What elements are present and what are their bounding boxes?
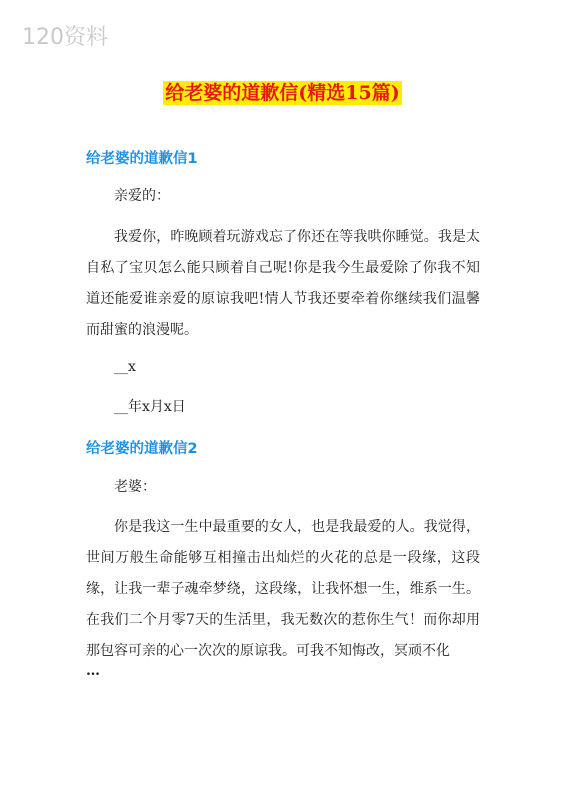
letter-2-heading: 给老婆的道歉信2 [86, 441, 198, 457]
document-title [0, 78, 565, 105]
letter-1-date: __年x月x日 [114, 399, 186, 415]
letter-2-body: 你是我这一生中最重要的女人，也是我最爱的人。我觉得，世间万般生命能够互相撞击出灿烂的火花的总是一段缘，这段缘，让我一辈子魂牵梦绕，这段缘，让我怀想一生，维系一生。在我们二个月零7天的生活里，我无数次的惹你生气！而你却用那包容可亲的心一次次的原谅我。可我不知悔改，冥顽不化 [86, 519, 480, 659]
letter-1-body: 我爱你，昨晚顾着玩游戏忘了你还在等我哄你睡觉。我是太自私了宝贝怎么能只顾着自己呢!你是我今生最爱除了你我不知道还能爱谁亲爱的原谅我吧!情人节我还要牵着你继续我们温馨而甜蜜的浪漫呢。 [86, 229, 480, 338]
letter-1-heading: 给老婆的道歉信1 [86, 151, 198, 167]
document-title-text: 给老婆的道歉信(精选15篇) [165, 82, 400, 104]
letter-2-ellipsis: … [86, 663, 100, 679]
letter-1-salutation: 亲爱的： [114, 188, 170, 204]
letter-1-signature: __x [114, 359, 136, 375]
letter-2-salutation: 老婆： [114, 479, 156, 495]
watermark: 120资料 [22, 25, 108, 50]
